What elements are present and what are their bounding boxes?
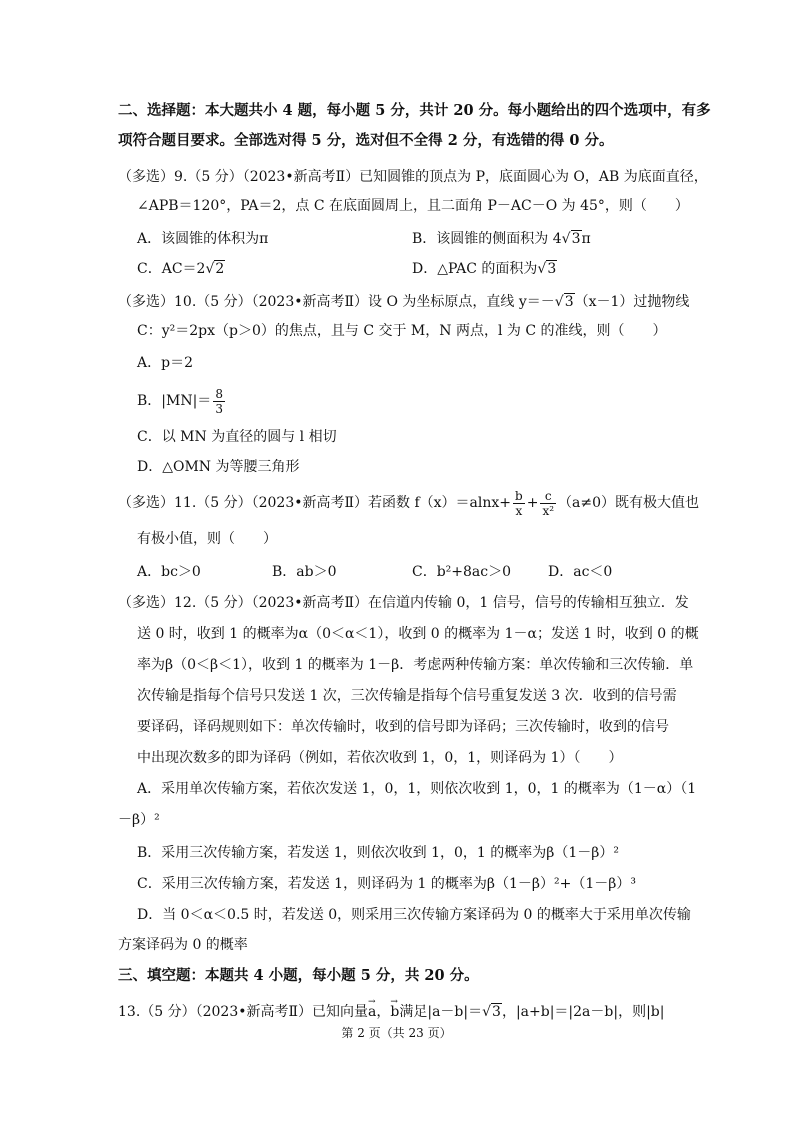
q12-option-b: B．采用三次传输方案，若发送 1，则依次收到 1，0，1 的概率为β（1－β）²	[137, 845, 619, 861]
q12-option-a-line2: －β）²	[118, 812, 160, 828]
q12-stem-line6: 中出现次数多的即为译码（例如，若依次收到 1，0，1，则译码为 1）（ ）	[137, 750, 623, 766]
q12-option-d-line1: D．当 0＜α＜0.5 时，若发送 0，则采用三次传输方案译码为 0 的概率大于采用单次传输	[137, 907, 691, 923]
q10-option-b: B．|MN|＝ $\frac{8}{3}$	[137, 386, 223, 416]
q9-option-b: B．该圆锥的侧面积为 4√3π	[412, 231, 591, 247]
section-heading-line1: 二、选择题：本大题共小 4 题，每小题 5 分，共计 20 分。每小题给出的四个选项中，有多	[118, 102, 711, 119]
q11-stem-line1: （多选）11.（5 分）（2023•新高考Ⅱ）若函数 f（x）＝alnx+ $\frac{b}{x}$ + $\frac{c}{\text{x²}}$ （a≠0）既有极大值也	[118, 488, 700, 518]
q12-stem-line4: 次传输是指每个信号只发送 1 次，三次传输是指每个信号重复发送 3 次．收到的信号需	[137, 688, 677, 704]
q12-option-a-line1: A．采用单次传输方案，若依次发送 1，0，1，则依次收到 1，0，1 的概率为（1－α）（1	[137, 781, 697, 797]
q9-stem-line2: ∠APB＝120°，PA＝2，点 C 在底面圆周上，且二面角 P－AC－O 为 45°，则（ ）	[137, 198, 689, 214]
q11-option-a: A．bc＞0	[137, 564, 201, 580]
q11-option-c: C．b²+8ac＞0	[412, 564, 512, 580]
q9-option-c: C．AC＝2√2	[137, 261, 225, 277]
section-heading-line2: 项符合题目要求。全部选对得 5 分，选对但不全得 2 分，有选错的得 0 分。	[118, 132, 614, 149]
q10-option-a: A．p＝2	[137, 355, 193, 371]
q12-stem-line5: 要译码，译码规则如下：单次传输时，收到的信号即为译码；三次传输时，收到的信号	[137, 719, 669, 735]
q9-option-a: A．该圆锥的体积为π	[137, 231, 269, 247]
section3-heading: 三、填空题：本题共 4 小题，每小题 5 分，共 20 分。	[118, 967, 479, 984]
q12-stem-line1: （多选）12.（5 分）（2023•新高考Ⅱ）在信道内传输 0，1 信号，信号的传输相互独立．发	[118, 595, 689, 611]
q11-option-b: B．ab＞0	[272, 564, 337, 580]
q12-option-c: C．采用三次传输方案，若发送 1，则译码为 1 的概率为β（1－β）²+（1－β）³	[137, 876, 636, 892]
q12-stem-line3: 率为β（0＜β＜1），收到 1 的概率为 1－β．考虑两种传输方案：单次传输和三次传输．单	[137, 657, 694, 673]
q11-stem-line2: 有极小值，则（ ）	[137, 531, 277, 547]
q9-option-d: D．△PAC 的面积为√3	[412, 261, 557, 277]
q10-option-d: D．△OMN 为等腰三角形	[137, 459, 300, 475]
q10-stem-line2: C：y²＝2px（p＞0）的焦点，且与 C 交于 M，N 两点，l 为 C 的准线，则（ ）	[137, 323, 667, 339]
q12-option-d-line2: 方案译码为 0 的概率	[118, 937, 248, 953]
q9-stem-line1: （多选）9.（5 分）（2023•新高考Ⅱ）已知圆锥的顶点为 P，底面圆心为 O，AB 为底面直径，	[118, 169, 708, 185]
q13-stem: 13.（5 分）（2023•新高考Ⅱ）已知向量→ a，→ b满足|a－b|＝√3，|a+b|＝|2a－b|，则|b|	[118, 1002, 664, 1022]
q11-option-d: D．ac＜0	[548, 564, 613, 580]
q12-stem-line2: 送 0 时，收到 1 的概率为α（0＜α＜1），收到 0 的概率为 1－α；发送 1 时，收到 0 的概	[137, 626, 699, 642]
page-footer: 第 2 页（共 23 页）	[341, 1026, 452, 1040]
q10-option-c: C．以 MN 为直径的圆与 l 相切	[137, 429, 337, 445]
q10-stem-line1: （多选）10.（5 分）（2023•新高考Ⅱ）设 O 为坐标原点，直线 y＝－√3（x－1）过抛物线	[118, 294, 690, 310]
